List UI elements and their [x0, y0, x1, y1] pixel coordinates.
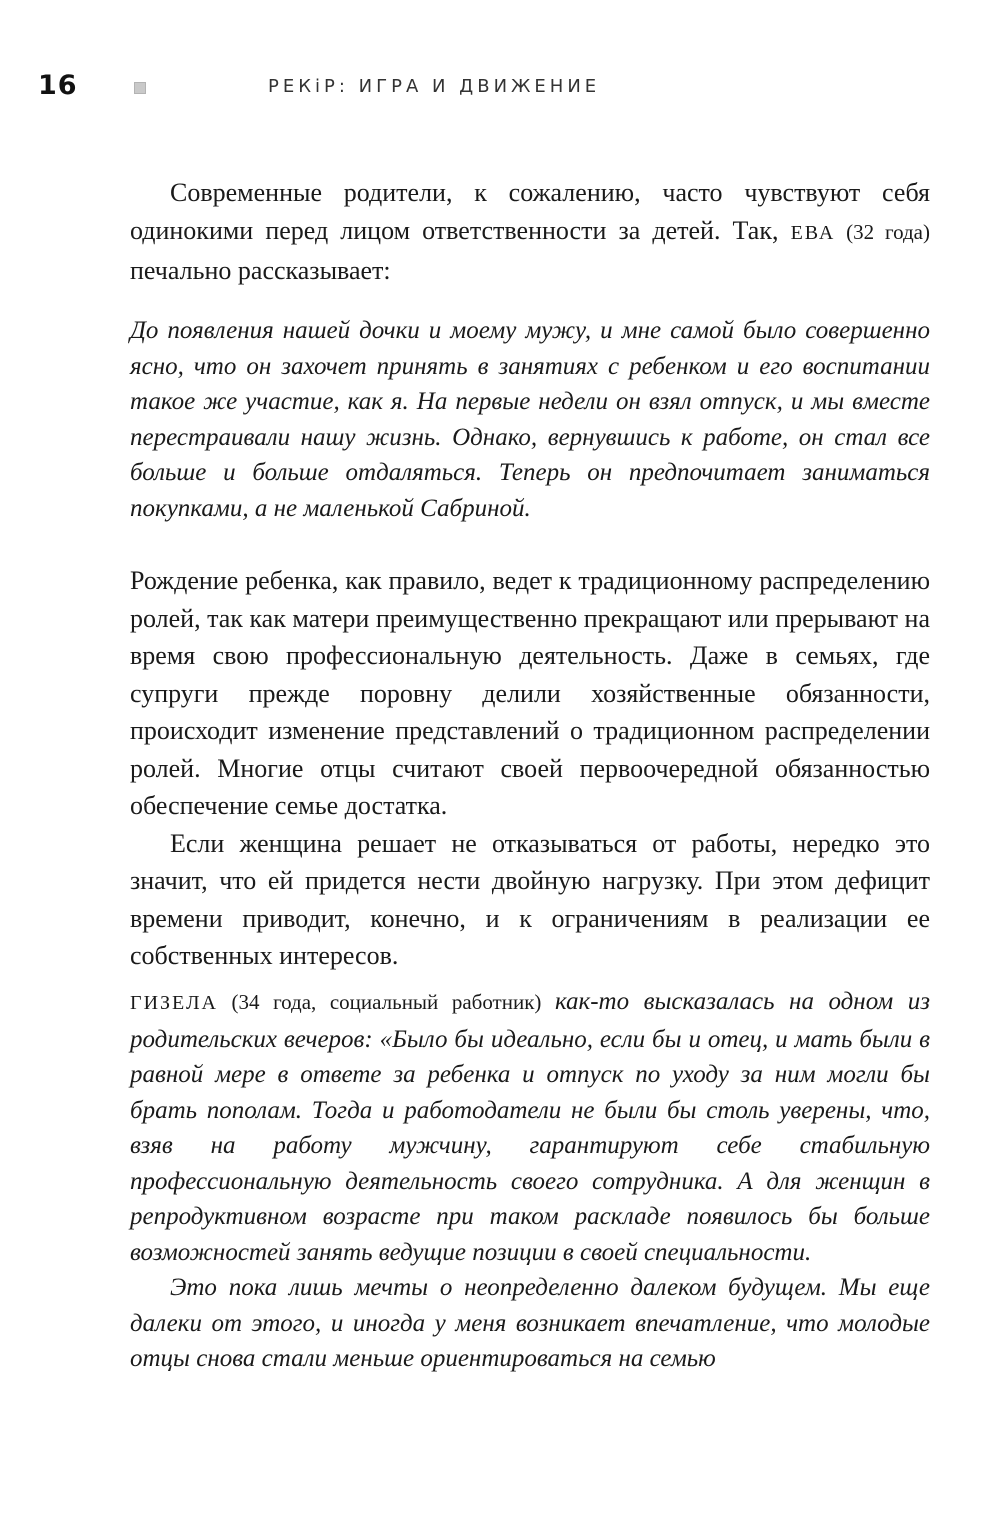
paragraph-roles-text: Рождение ребенка, как правило, ведет к традиционному распределению ролей, так как матери преимущественно прекращают или прерывают на время свою профессиональную деятельность. Даже в семьях, где супруги прежде поровну делили хозяйственные обязанности, происходит изменение представлений о традиционном распределении ролей. Многие отцы считают своей первоочередной обязанностью обеспечение семье достатка.	[130, 566, 930, 820]
quote-gisela-continuation: Это пока лишь мечты о неопределенно далеком будущем. Мы еще далеки от этого, и иногда у меня возникает впечатление, что молодые отцы снова стали меньше ориентироваться на семью	[130, 1274, 930, 1372]
square-ornament-icon	[134, 82, 146, 94]
paragraph-intro-text	[130, 174, 930, 290]
paragraph-intro	[130, 174, 930, 290]
quote-eva-text: До появления нашей дочки и моему мужу, и мне самой было совершенно ясно, что он захочет принять в занятиях с ребенком и его воспитании такое же участие, как я. На первые недели он взял отпуск, и мы вместе перестраивали нашу жизнь. Однако, вернувшись к работе, он стал все больше и больше отдаляться. Теперь он предпочитает заниматься покупками, а не маленькой Сабриной.	[130, 317, 930, 522]
page-number: 16	[38, 70, 78, 101]
running-head: РЕКіР: ИГРА И ДВИЖЕНИЕ	[268, 76, 601, 97]
quote-eva	[130, 313, 930, 526]
speaker-note-eva: (32 года)	[835, 219, 930, 244]
speaker-note-gisela: (34 года, социальный работник)	[218, 990, 555, 1014]
quote-gisela-text	[130, 984, 930, 1270]
speaker-name-eva: ЕВА	[790, 221, 836, 244]
quote-gisela	[130, 984, 930, 1377]
page-header	[38, 70, 930, 110]
intro-text-a: Современные родители, к сожалению, часто чувствуют себя одинокими перед лицом ответственности за детей. Так,	[130, 178, 930, 245]
quote-gisela-body: как-то высказалась на одном из родительских вечеров: «Было бы идеально, если бы и отец, и мать были в равной мере в ответе за ребенка и отпуск по уходу за ним могли бы брать пополам. Тогда и работодатели не были бы столь уверены, что, взяв на работу мужчину, гарантируют себе стабильную профессиональную деятельность своего сотрудника. А для женщин в репродуктивном возрасте при таком раскладе появилось бы больше возможностей занять ведущие позиции в своей специальности.	[130, 988, 930, 1266]
paragraph-double-load-text: Если женщина решает не отказываться от работы, нередко это значит, что ей придется нести двойную нагрузку. При этом дефицит времени приводит, конечно, и к ограничениям в реализации ее собственных интересов.	[130, 828, 930, 970]
paragraph-roles	[130, 562, 930, 975]
intro-text-b: печально рассказывает:	[130, 256, 391, 285]
speaker-name-gisela: ГИЗЕЛА	[130, 992, 218, 1014]
